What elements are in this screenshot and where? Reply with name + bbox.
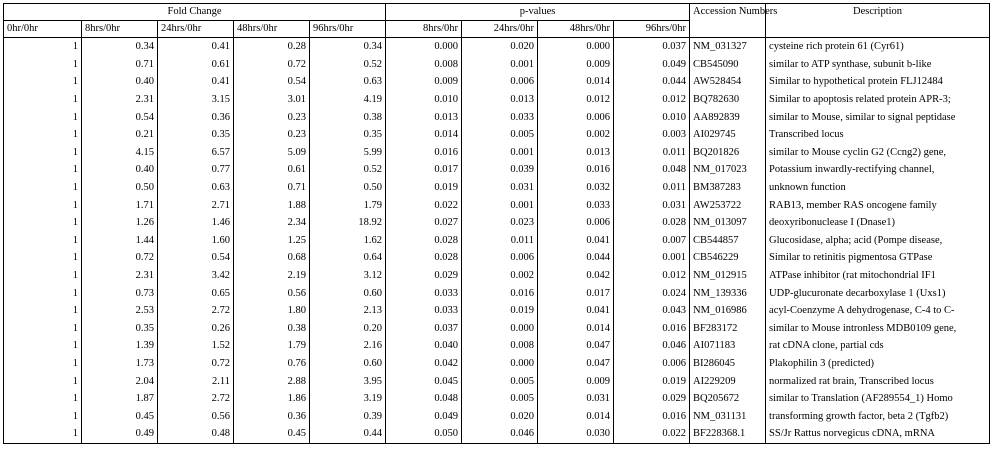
p-value-cell: 0.013 [462, 91, 538, 109]
fold-change-cell: 1.39 [82, 337, 158, 355]
accession-cell: BM387283 [690, 179, 766, 197]
p-value-cell: 0.009 [538, 372, 614, 390]
accession-cell: AW253722 [690, 196, 766, 214]
fold-change-cell: 2.72 [158, 302, 234, 320]
p-value-cell: 0.027 [386, 214, 462, 232]
table-row [4, 161, 990, 179]
fold-change-cell: 2.16 [310, 337, 386, 355]
table-row [4, 196, 990, 214]
p-value-cell: 0.028 [386, 249, 462, 267]
fold-change-cell: 5.99 [310, 144, 386, 162]
description-cell: Similar to hypothetical protein FLJ12484 [766, 73, 990, 91]
table-row [4, 320, 990, 338]
p-value-cell: 0.011 [462, 232, 538, 250]
table-row [4, 355, 990, 373]
fold-change-cell: 0.76 [234, 355, 310, 373]
fold-change-cell: 3.01 [234, 91, 310, 109]
fold-change-cell: 2.31 [82, 91, 158, 109]
fold-change-cell: 2.19 [234, 267, 310, 285]
pv-col-header: 8hrs/0hr [386, 21, 462, 38]
p-value-cell: 0.040 [386, 337, 462, 355]
description-cell: deoxyribonuclease I (Dnase1) [766, 214, 990, 232]
fold-change-cell: 4.15 [82, 144, 158, 162]
table-row [4, 126, 990, 144]
table-row [4, 302, 990, 320]
p-value-cell: 0.001 [462, 56, 538, 74]
fold-change-cell: 1 [4, 56, 82, 74]
fold-change-cell: 0.40 [82, 161, 158, 179]
p-value-cell: 0.006 [538, 108, 614, 126]
fold-change-cell: 2.11 [158, 372, 234, 390]
p-value-cell: 0.033 [538, 196, 614, 214]
p-value-cell: 0.016 [386, 144, 462, 162]
fold-change-cell: 1.52 [158, 337, 234, 355]
p-value-cell: 0.016 [538, 161, 614, 179]
p-value-cell: 0.033 [386, 302, 462, 320]
fold-change-cell: 2.34 [234, 214, 310, 232]
p-value-cell: 0.019 [462, 302, 538, 320]
p-value-cell: 0.032 [538, 179, 614, 197]
p-value-cell: 0.031 [462, 179, 538, 197]
table-row [4, 214, 990, 232]
fold-change-cell: 0.36 [234, 407, 310, 425]
fold-change-cell: 1 [4, 320, 82, 338]
fold-change-cell: 1 [4, 407, 82, 425]
p-values-header: p-values [386, 4, 690, 21]
table-row [4, 38, 990, 56]
fold-change-cell: 0.41 [158, 73, 234, 91]
p-value-cell: 0.002 [538, 126, 614, 144]
fold-change-header: Fold Change [4, 4, 386, 21]
fold-change-cell: 1 [4, 73, 82, 91]
p-value-cell: 0.005 [462, 372, 538, 390]
p-value-cell: 0.044 [614, 73, 690, 91]
fold-change-cell: 1 [4, 38, 82, 56]
fold-change-cell: 0.26 [158, 320, 234, 338]
table-row [4, 425, 990, 443]
fold-change-cell: 1.71 [82, 196, 158, 214]
p-value-cell: 0.037 [386, 320, 462, 338]
fold-change-cell: 3.42 [158, 267, 234, 285]
fold-change-cell: 1 [4, 126, 82, 144]
p-value-cell: 0.028 [386, 232, 462, 250]
description-header: Description [766, 4, 990, 38]
fold-change-cell: 0.52 [310, 161, 386, 179]
description-cell: normalized rat brain, Transcribed locus [766, 372, 990, 390]
description-cell: Similar to retinitis pigmentosa GTPase [766, 249, 990, 267]
fold-change-cell: 0.41 [158, 38, 234, 56]
accession-cell: AA892839 [690, 108, 766, 126]
fold-change-cell: 1.79 [310, 196, 386, 214]
accession-cell: BQ205672 [690, 390, 766, 408]
fold-change-cell: 0.48 [158, 425, 234, 443]
p-value-cell: 0.019 [614, 372, 690, 390]
p-value-cell: 0.007 [614, 232, 690, 250]
fold-change-cell: 0.54 [158, 249, 234, 267]
accession-cell: NM_013097 [690, 214, 766, 232]
description-cell: acyl-Coenzyme A dehydrogenase, C-4 to C- [766, 302, 990, 320]
fold-change-cell: 1 [4, 214, 82, 232]
fc-col-header: 0hr/0hr [4, 21, 82, 38]
p-value-cell: 0.000 [538, 38, 614, 56]
gene-expression-table [3, 3, 990, 444]
p-value-cell: 0.042 [538, 267, 614, 285]
accession-cell: AI029745 [690, 126, 766, 144]
p-value-cell: 0.023 [462, 214, 538, 232]
fold-change-cell: 1.44 [82, 232, 158, 250]
description-cell: similar to ATP synthase, subunit b-like [766, 56, 990, 74]
fold-change-cell: 0.61 [234, 161, 310, 179]
p-value-cell: 0.033 [462, 108, 538, 126]
table-row [4, 232, 990, 250]
p-value-cell: 0.041 [538, 232, 614, 250]
fold-change-cell: 3.19 [310, 390, 386, 408]
fold-change-cell: 0.73 [82, 284, 158, 302]
fold-change-cell: 0.45 [82, 407, 158, 425]
p-value-cell: 0.028 [614, 214, 690, 232]
accession-cell: BQ782630 [690, 91, 766, 109]
table-row [4, 337, 990, 355]
fold-change-cell: 1.46 [158, 214, 234, 232]
fold-change-cell: 0.35 [310, 126, 386, 144]
fc-col-header: 48hrs/0hr [234, 21, 310, 38]
p-value-cell: 0.044 [538, 249, 614, 267]
p-value-cell: 0.008 [462, 337, 538, 355]
p-value-cell: 0.046 [462, 425, 538, 443]
fold-change-cell: 1 [4, 284, 82, 302]
p-value-cell: 0.001 [462, 144, 538, 162]
fold-change-cell: 0.54 [82, 108, 158, 126]
p-value-cell: 0.047 [538, 337, 614, 355]
table-row [4, 407, 990, 425]
fold-change-cell: 0.72 [234, 56, 310, 74]
fold-change-cell: 1.79 [234, 337, 310, 355]
fold-change-cell: 1.87 [82, 390, 158, 408]
p-value-cell: 0.013 [386, 108, 462, 126]
fold-change-cell: 0.36 [158, 108, 234, 126]
fold-change-cell: 0.56 [234, 284, 310, 302]
p-value-cell: 0.003 [614, 126, 690, 144]
description-cell: unknown function [766, 179, 990, 197]
fold-change-cell: 0.34 [310, 38, 386, 56]
p-value-cell: 0.006 [462, 73, 538, 91]
table-row [4, 73, 990, 91]
p-value-cell: 0.000 [386, 38, 462, 56]
fold-change-cell: 0.34 [82, 38, 158, 56]
p-value-cell: 0.041 [538, 302, 614, 320]
accession-cell: NM_031327 [690, 38, 766, 56]
accession-cell: BF228368.1 [690, 425, 766, 443]
p-value-cell: 0.014 [538, 73, 614, 91]
fold-change-cell: 1.25 [234, 232, 310, 250]
fold-change-cell: 3.12 [310, 267, 386, 285]
table-row [4, 267, 990, 285]
fold-change-cell: 3.15 [158, 91, 234, 109]
p-value-cell: 0.020 [462, 407, 538, 425]
fold-change-cell: 1 [4, 390, 82, 408]
table-row [4, 91, 990, 109]
fold-change-cell: 1 [4, 179, 82, 197]
p-value-cell: 0.014 [386, 126, 462, 144]
table-row [4, 144, 990, 162]
p-value-cell: 0.009 [386, 73, 462, 91]
fold-change-cell: 1.73 [82, 355, 158, 373]
p-value-cell: 0.011 [614, 144, 690, 162]
p-value-cell: 0.006 [614, 355, 690, 373]
fold-change-cell: 1 [4, 337, 82, 355]
p-value-cell: 0.046 [614, 337, 690, 355]
p-value-cell: 0.017 [538, 284, 614, 302]
accession-cell: NM_016986 [690, 302, 766, 320]
table-body [4, 38, 990, 444]
pv-col-header: 48hrs/0hr [538, 21, 614, 38]
fold-change-cell: 1.26 [82, 214, 158, 232]
p-value-cell: 0.008 [386, 56, 462, 74]
table-row [4, 372, 990, 390]
p-value-cell: 0.030 [538, 425, 614, 443]
fold-change-cell: 0.20 [310, 320, 386, 338]
fold-change-cell: 2.71 [158, 196, 234, 214]
p-value-cell: 0.006 [538, 214, 614, 232]
p-value-cell: 0.042 [386, 355, 462, 373]
accession-cell: NM_012915 [690, 267, 766, 285]
p-value-cell: 0.047 [538, 355, 614, 373]
p-value-cell: 0.029 [614, 390, 690, 408]
table-row [4, 56, 990, 74]
accession-cell: NM_031131 [690, 407, 766, 425]
table-row [4, 108, 990, 126]
fold-change-cell: 0.65 [158, 284, 234, 302]
fold-change-cell: 0.38 [310, 108, 386, 126]
table-row [4, 249, 990, 267]
p-value-cell: 0.022 [386, 196, 462, 214]
fold-change-cell: 0.39 [310, 407, 386, 425]
description-cell: similar to Translation (AF289554_1) Homo [766, 390, 990, 408]
p-value-cell: 0.005 [462, 390, 538, 408]
fold-change-cell: 1 [4, 144, 82, 162]
p-value-cell: 0.048 [386, 390, 462, 408]
fold-change-cell: 0.63 [310, 73, 386, 91]
fold-change-cell: 1 [4, 161, 82, 179]
fold-change-cell: 0.52 [310, 56, 386, 74]
fold-change-cell: 2.72 [158, 390, 234, 408]
p-value-cell: 0.016 [462, 284, 538, 302]
fold-change-cell: 0.50 [82, 179, 158, 197]
table-row [4, 179, 990, 197]
description-cell: similar to Mouse intronless MDB0109 gene, [766, 320, 990, 338]
fold-change-cell: 2.53 [82, 302, 158, 320]
p-value-cell: 0.013 [538, 144, 614, 162]
fold-change-cell: 1 [4, 91, 82, 109]
description-cell: SS/Jr Rattus norvegicus cDNA, mRNA [766, 425, 990, 443]
description-cell: Glucosidase, alpha; acid (Pompe disease, [766, 232, 990, 250]
p-value-cell: 0.048 [614, 161, 690, 179]
fold-change-cell: 4.19 [310, 91, 386, 109]
fold-change-cell: 0.72 [82, 249, 158, 267]
fold-change-cell: 0.49 [82, 425, 158, 443]
p-value-cell: 0.024 [614, 284, 690, 302]
p-value-cell: 0.020 [462, 38, 538, 56]
fold-change-cell: 1.80 [234, 302, 310, 320]
p-value-cell: 0.050 [386, 425, 462, 443]
fold-change-cell: 1 [4, 302, 82, 320]
p-value-cell: 0.029 [386, 267, 462, 285]
fold-change-cell: 1 [4, 196, 82, 214]
description-cell: Transcribed locus [766, 126, 990, 144]
fold-change-cell: 0.28 [234, 38, 310, 56]
pv-col-header: 24hrs/0hr [462, 21, 538, 38]
p-value-cell: 0.049 [386, 407, 462, 425]
description-cell: similar to Mouse, similar to signal peptidase [766, 108, 990, 126]
fold-change-cell: 1 [4, 108, 82, 126]
fold-change-cell: 0.56 [158, 407, 234, 425]
p-value-cell: 0.012 [614, 91, 690, 109]
accession-cell: NM_139336 [690, 284, 766, 302]
fold-change-cell: 2.88 [234, 372, 310, 390]
fold-change-cell: 0.71 [82, 56, 158, 74]
p-value-cell: 0.012 [614, 267, 690, 285]
fold-change-cell: 6.57 [158, 144, 234, 162]
accession-cell: BI286045 [690, 355, 766, 373]
p-value-cell: 0.000 [462, 355, 538, 373]
p-value-cell: 0.017 [386, 161, 462, 179]
fold-change-cell: 0.54 [234, 73, 310, 91]
accession-cell: NM_017023 [690, 161, 766, 179]
fold-change-cell: 3.95 [310, 372, 386, 390]
accession-header: Accession Numbers [690, 4, 766, 38]
p-value-cell: 0.011 [614, 179, 690, 197]
accession-cell: AI071183 [690, 337, 766, 355]
fold-change-cell: 0.50 [310, 179, 386, 197]
description-cell: Similar to apoptosis related protein APR-3; [766, 91, 990, 109]
fold-change-cell: 2.04 [82, 372, 158, 390]
fold-change-cell: 1.86 [234, 390, 310, 408]
p-value-cell: 0.037 [614, 38, 690, 56]
accession-cell: AI229209 [690, 372, 766, 390]
p-value-cell: 0.019 [386, 179, 462, 197]
accession-cell: BQ201826 [690, 144, 766, 162]
p-value-cell: 0.033 [386, 284, 462, 302]
p-value-cell: 0.009 [538, 56, 614, 74]
fold-change-cell: 0.72 [158, 355, 234, 373]
fold-change-cell: 1 [4, 249, 82, 267]
p-value-cell: 0.031 [614, 196, 690, 214]
description-cell: transforming growth factor, beta 2 (Tgfb2) [766, 407, 990, 425]
p-value-cell: 0.001 [614, 249, 690, 267]
fold-change-cell: 0.77 [158, 161, 234, 179]
description-cell: RAB13, member RAS oncogene family [766, 196, 990, 214]
fold-change-cell: 1.60 [158, 232, 234, 250]
fold-change-cell: 0.23 [234, 126, 310, 144]
fold-change-cell: 2.31 [82, 267, 158, 285]
p-value-cell: 0.005 [462, 126, 538, 144]
fold-change-cell: 0.60 [310, 284, 386, 302]
fold-change-cell: 0.61 [158, 56, 234, 74]
table-row [4, 390, 990, 408]
p-value-cell: 0.012 [538, 91, 614, 109]
accession-cell: CB544857 [690, 232, 766, 250]
p-value-cell: 0.010 [386, 91, 462, 109]
fold-change-cell: 1 [4, 232, 82, 250]
p-value-cell: 0.043 [614, 302, 690, 320]
fold-change-cell: 0.63 [158, 179, 234, 197]
p-value-cell: 0.001 [462, 196, 538, 214]
table-row [4, 284, 990, 302]
fc-col-header: 96hrs/0hr [310, 21, 386, 38]
p-value-cell: 0.014 [538, 407, 614, 425]
fold-change-cell: 2.13 [310, 302, 386, 320]
fold-change-cell: 1 [4, 355, 82, 373]
pv-col-header: 96hrs/0hr [614, 21, 690, 38]
fold-change-cell: 1.62 [310, 232, 386, 250]
fold-change-cell: 0.71 [234, 179, 310, 197]
fold-change-cell: 0.45 [234, 425, 310, 443]
description-cell: similar to Mouse cyclin G2 (Ccng2) gene, [766, 144, 990, 162]
accession-cell: AW528454 [690, 73, 766, 91]
fold-change-cell: 1 [4, 372, 82, 390]
p-value-cell: 0.006 [462, 249, 538, 267]
fold-change-cell: 1 [4, 267, 82, 285]
p-value-cell: 0.049 [614, 56, 690, 74]
p-value-cell: 0.000 [462, 320, 538, 338]
fold-change-cell: 0.64 [310, 249, 386, 267]
p-value-cell: 0.002 [462, 267, 538, 285]
fold-change-cell: 1 [4, 425, 82, 443]
fold-change-cell: 0.68 [234, 249, 310, 267]
p-value-cell: 0.031 [538, 390, 614, 408]
p-value-cell: 0.016 [614, 407, 690, 425]
accession-cell: CB546229 [690, 249, 766, 267]
fold-change-cell: 0.44 [310, 425, 386, 443]
p-value-cell: 0.014 [538, 320, 614, 338]
fold-change-cell: 0.38 [234, 320, 310, 338]
fold-change-cell: 5.09 [234, 144, 310, 162]
fc-col-header: 8hrs/0hr [82, 21, 158, 38]
description-cell: UDP-glucuronate decarboxylase 1 (Uxs1) [766, 284, 990, 302]
fold-change-cell: 18.92 [310, 214, 386, 232]
description-cell: Potassium inwardly-rectifying channel, [766, 161, 990, 179]
p-value-cell: 0.045 [386, 372, 462, 390]
fold-change-cell: 0.35 [82, 320, 158, 338]
fold-change-cell: 1.88 [234, 196, 310, 214]
accession-cell: BF283172 [690, 320, 766, 338]
fc-col-header: 24hrs/0hr [158, 21, 234, 38]
description-cell: Plakophilin 3 (predicted) [766, 355, 990, 373]
description-cell: ATPase inhibitor (rat mitochondrial IF1 [766, 267, 990, 285]
fold-change-cell: 0.21 [82, 126, 158, 144]
fold-change-cell: 0.40 [82, 73, 158, 91]
accession-cell: CB545090 [690, 56, 766, 74]
p-value-cell: 0.022 [614, 425, 690, 443]
fold-change-cell: 0.60 [310, 355, 386, 373]
fold-change-cell: 0.35 [158, 126, 234, 144]
p-value-cell: 0.010 [614, 108, 690, 126]
fold-change-cell: 0.23 [234, 108, 310, 126]
p-value-cell: 0.039 [462, 161, 538, 179]
description-cell: rat cDNA clone, partial cds [766, 337, 990, 355]
description-cell: cysteine rich protein 61 (Cyr61) [766, 38, 990, 56]
p-value-cell: 0.016 [614, 320, 690, 338]
